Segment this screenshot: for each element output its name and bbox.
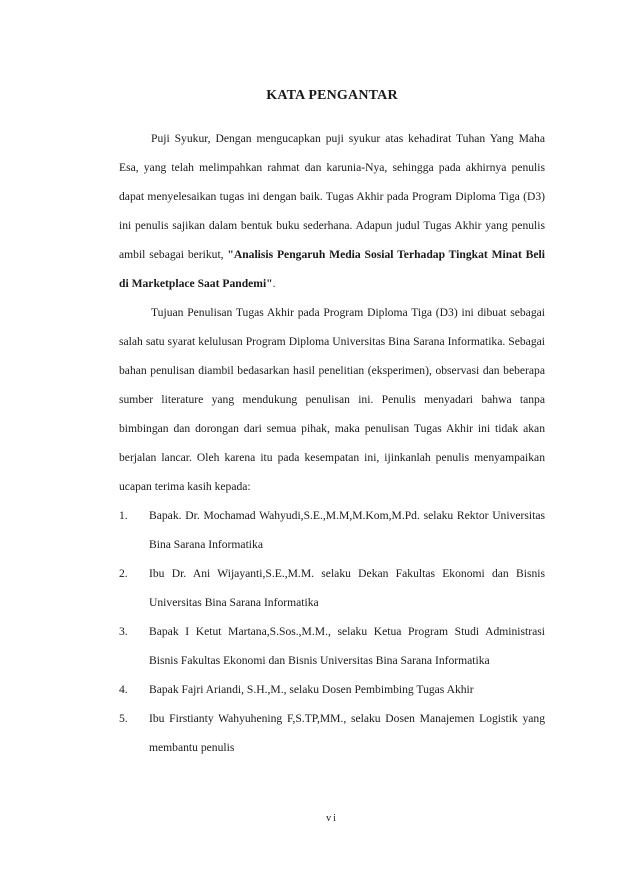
paragraph-intro-end: .: [272, 277, 276, 290]
list-item-text: Bapak. Dr. Mochamad Wahyudi,S.E.,M.M,M.Kom,M.Pd. selaku Rektor Universitas Bina Sarana Informatika: [149, 509, 545, 551]
list-item-number: 4.: [119, 683, 128, 696]
list-item-text: Bapak I Ketut Martana,S.Sos.,M.M., selaku Ketua Program Studi Administrasi Bisnis Fakultas Ekonomi dan Bisnis Universitas Bina Sarana Informatika: [149, 625, 545, 667]
list-item-text: Ibu Firstianty Wahyuhening F,S.TP,MM., selaku Dosen Manajemen Logistik yang membantu penulis: [149, 712, 545, 754]
page-number: vi: [326, 813, 338, 824]
paragraph-purpose: Tujuan Penulisan Tugas Akhir pada Program Diploma Tiga (D3) ini dibuat sebagai salah satu syarat kelulusan Program Diploma Universitas Bina Sarana Informatika. Sebagai bahan penulisan diambil bedasarkan hasil penelitian (eksperimen), observasi dan beberapa sumber literature yang mendukung penulisan ini. Penulis menyadari bahwa tanpa bimbingan dan dorongan dari semua pihak, maka penulisan Tugas Akhir ini tidak akan berjalan lancar. Oleh karena itu pada kesempatan ini, ijinkanlah penulis menyampaikan ucapan terima kasih kepada:: [119, 306, 545, 493]
list-item-number: 2.: [119, 567, 128, 580]
list-item-number: 3.: [119, 625, 128, 638]
list-item: [119, 704, 545, 762]
paragraph-intro-text: Puji Syukur, Dengan mengucapkan puji syukur atas kehadirat Tuhan Yang Maha Esa, yang telah melimpahkan rahmat dan karunia-Nya, sehingga pada akhirnya penulis dapat menyelesaikan tugas ini dengan baik. Tugas Akhir pada Program Diploma Tiga (D3) ini penulis sajikan dalam bentuk buku sederhana. Adapun judul Tugas Akhir yang penulis ambil sebagai berikut,: [119, 132, 545, 261]
thesis-title: "Analisis Pengaruh Media Sosial Terhadap Tingkat Minat Beli di Marketplace Saat Pandemi": [119, 248, 545, 290]
list-item: [119, 501, 545, 559]
page-title: KATA PENGANTAR: [266, 88, 398, 103]
paragraph-intro: [119, 124, 545, 298]
list-item: [119, 675, 545, 704]
list-item-text: Bapak Fajri Ariandi, S.H.,M., selaku Dosen Pembimbing Tugas Akhir: [149, 683, 474, 696]
list-item: [119, 617, 545, 675]
list-item: [119, 559, 545, 617]
list-item-number: 1.: [119, 509, 128, 522]
acknowledgement-list: [119, 501, 545, 762]
list-item-text: Ibu Dr. Ani Wijayanti,S.E.,M.M. selaku Dekan Fakultas Ekonomi dan Bisnis Universitas Bina Sarana Informatika: [149, 567, 545, 609]
list-item-number: 5.: [119, 712, 128, 725]
